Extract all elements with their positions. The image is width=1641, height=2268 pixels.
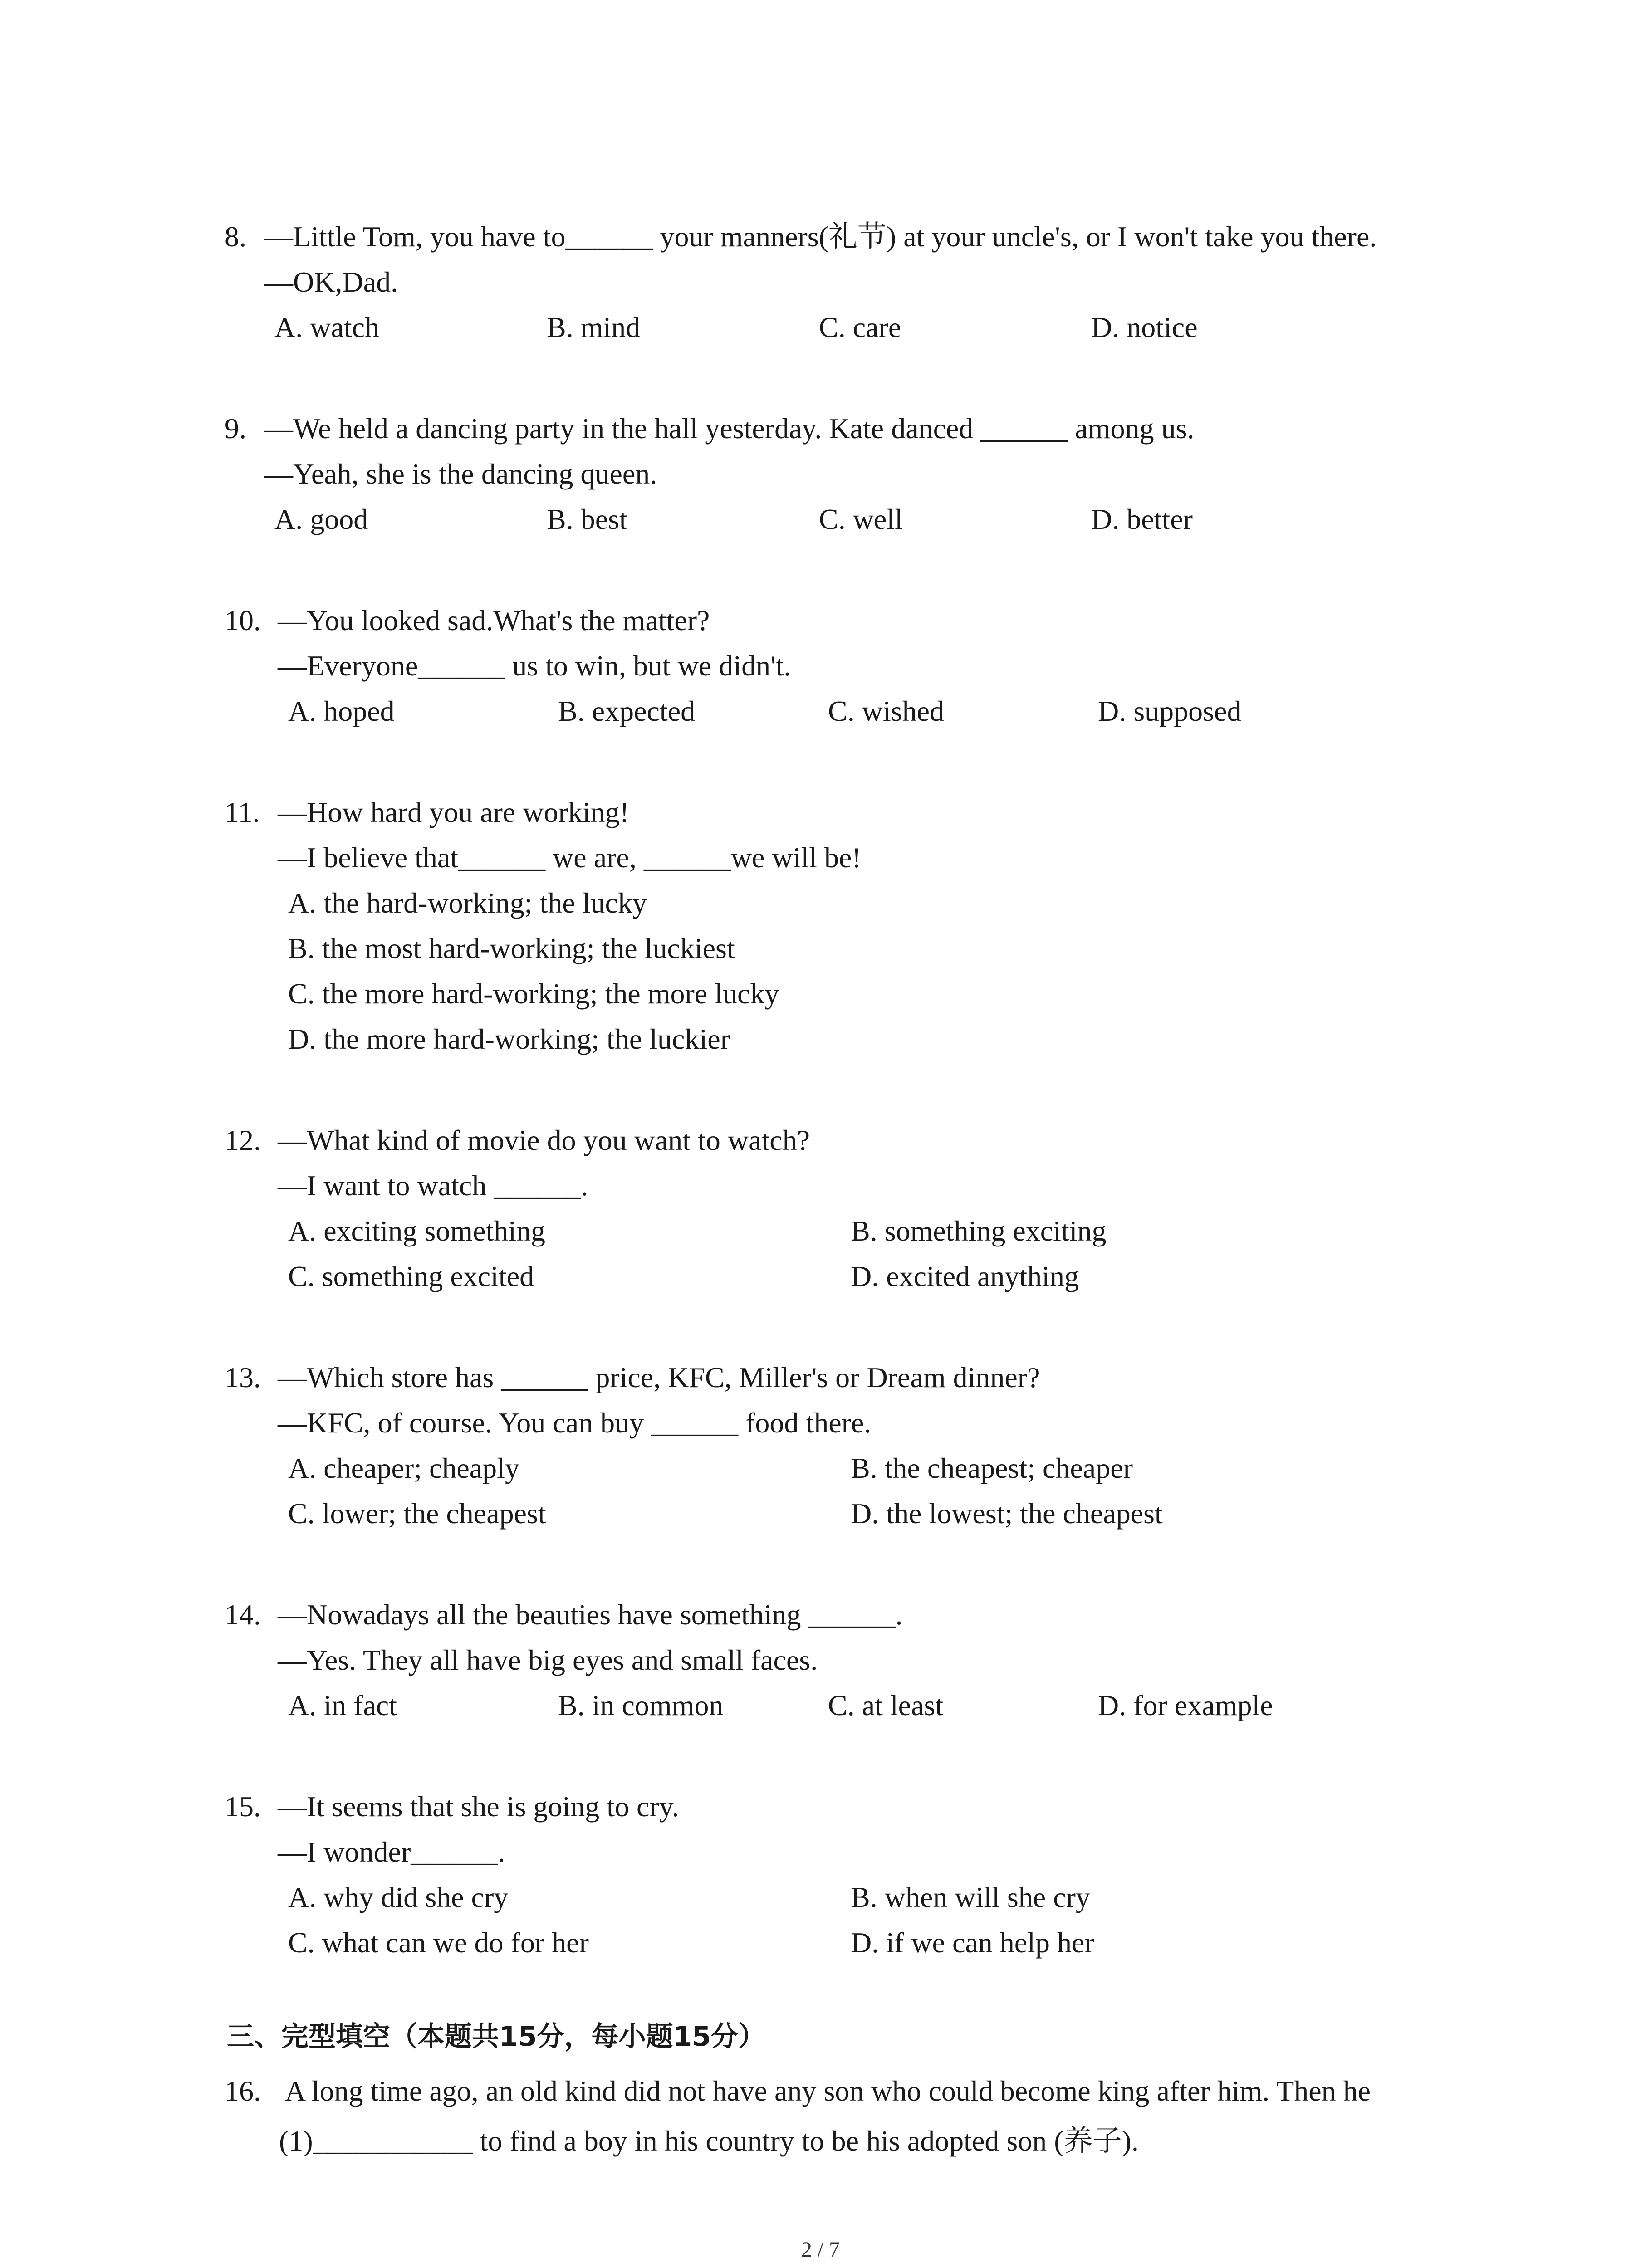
option-a: A. why did she cry [288, 1881, 509, 1913]
option-a: A. exciting something [288, 1215, 546, 1247]
question-reply: —I wonder______. [278, 1836, 505, 1868]
question-number: 8. [225, 220, 246, 253]
question-number: 15. [225, 1790, 261, 1823]
option-b: B. mind [547, 311, 641, 343]
page-number: 2 / 7 [801, 2238, 840, 2262]
question-stem: —How hard you are working! [278, 796, 629, 828]
question-number: 13. [225, 1361, 261, 1393]
option-c: C. the more hard-working; the more lucky [288, 978, 779, 1010]
question-stem: —Which store has ______ price, KFC, Miller's or Dream dinner? [278, 1361, 1040, 1393]
option-b: B. in common [558, 1689, 724, 1721]
option-c: C. something excited [288, 1260, 534, 1292]
question-reply: —Yes. They all have big eyes and small faces. [278, 1644, 818, 1676]
option-c: C. well [819, 503, 903, 535]
option-c: C. care [819, 311, 901, 343]
question-number: 9. [225, 412, 246, 445]
question-reply: —I believe that______ we are, ______we will be! [278, 841, 862, 874]
question-reply: —Yeah, she is the dancing queen. [264, 458, 657, 490]
passage-line: A long time ago, an old kind did not have any son who could become king after him. Then he [285, 2075, 1371, 2107]
option-b: B. the cheapest; cheaper [851, 1452, 1133, 1484]
option-a: A. cheaper; cheaply [288, 1452, 519, 1484]
option-d: D. excited anything [851, 1260, 1079, 1292]
option-d: D. for example [1098, 1689, 1273, 1721]
question-reply: —I want to watch ______. [278, 1169, 588, 1202]
question-stem: —It seems that she is going to cry. [278, 1790, 679, 1823]
option-d: D. if we can help her [851, 1926, 1094, 1959]
option-a: A. in fact [288, 1689, 397, 1721]
option-c: C. lower; the cheapest [288, 1497, 546, 1530]
option-c: C. wished [828, 695, 944, 727]
question-stem: —What kind of movie do you want to watch? [278, 1124, 810, 1156]
option-d: D. supposed [1098, 695, 1242, 727]
passage-line: (1)___________ to find a boy in his country to be his adopted son (养子). [279, 2125, 1139, 2157]
option-d: D. better [1091, 503, 1193, 535]
question-number: 12. [225, 1124, 261, 1156]
question-number: 11. [225, 796, 260, 828]
question-number: 10. [225, 604, 261, 636]
option-c: C. what can we do for her [288, 1926, 589, 1959]
question-reply: —KFC, of course. You can buy ______ food there. [278, 1407, 872, 1439]
option-b: B. when will she cry [851, 1881, 1090, 1913]
option-c: C. at least [828, 1689, 944, 1721]
question-stem: —Little Tom, you have to______ your manners(礼节) at your uncle's, or I won't take you there. [264, 220, 1377, 253]
option-b: B. something exciting [851, 1215, 1107, 1247]
question-stem: —Nowadays all the beauties have something ______. [278, 1598, 903, 1631]
option-b: B. best [547, 503, 627, 535]
option-b: B. expected [558, 695, 696, 727]
option-b: B. the most hard-working; the luckiest [288, 932, 735, 964]
option-a: A. the hard-working; the lucky [288, 887, 647, 919]
section-title: 三、完型填空（本题共15分，每小题15分） [227, 2021, 765, 2053]
question-reply: —OK,Dad. [264, 266, 398, 298]
option-a: A. watch [274, 311, 380, 343]
question-number: 16. [225, 2075, 261, 2107]
question-number: 14. [225, 1598, 261, 1631]
option-d: D. the lowest; the cheapest [851, 1497, 1163, 1530]
option-d: D. the more hard-working; the luckier [288, 1023, 730, 1055]
question-reply: —Everyone______ us to win, but we didn't. [278, 650, 791, 682]
question-stem: —You looked sad.What's the matter? [278, 604, 710, 636]
option-d: D. notice [1091, 311, 1198, 343]
option-a: A. good [274, 503, 368, 535]
question-stem: —We held a dancing party in the hall yesterday. Kate danced ______ among us. [264, 412, 1195, 445]
option-a: A. hoped [288, 695, 395, 727]
